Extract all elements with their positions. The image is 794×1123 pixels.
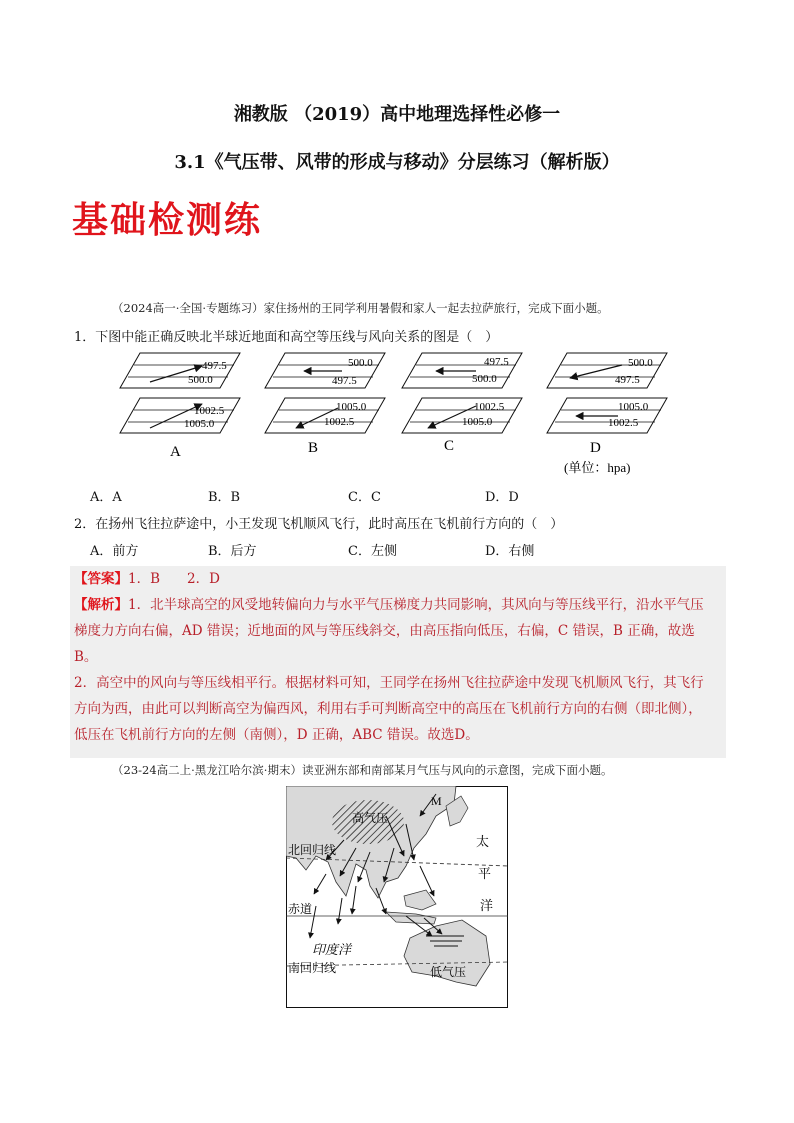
tropic-of-capricorn-label: 南回归线 <box>288 961 337 975</box>
diagram-b-upper-1: 500.0 <box>348 357 373 369</box>
diagram-b <box>265 353 385 456</box>
diagram-a-lower-1: 1002.5 <box>194 405 225 417</box>
tropic-of-cancer-label: 北回归线 <box>288 843 337 857</box>
diagram-b-label: B <box>308 440 319 456</box>
diagram-c-upper-2: 500.0 <box>472 373 497 385</box>
diagram-b-lower-2: 1002.5 <box>324 416 355 428</box>
answer-box <box>70 566 726 758</box>
diagram-a-label: A <box>170 444 181 460</box>
diagram-c-label: C <box>444 438 455 454</box>
pacific-label-1: 太 <box>476 834 490 849</box>
answer-text: 1．B 2．D <box>128 571 220 587</box>
q2-option-d: D．右侧 <box>485 544 535 559</box>
pacific-label-2: 平 <box>478 866 492 881</box>
asia-pressure-map <box>286 786 508 1008</box>
diagram-d-upper-2: 497.5 <box>615 374 640 386</box>
q1-option-d: D．D <box>485 490 519 505</box>
diagram-d-upper-1: 500.0 <box>628 357 653 369</box>
q1-option-c: C．C <box>348 490 381 505</box>
diagram-c-lower-1: 1002.5 <box>474 401 505 413</box>
q1-option-a: A．A <box>90 490 122 505</box>
answer-line <box>70 566 726 592</box>
analysis-p2-l3: 低压在飞机前行方向的左侧（南侧），D 正确，ABC 错误。故选D。 <box>74 727 479 743</box>
analysis-tag: 【解析】 <box>74 597 128 613</box>
diagram-a-upper-1: 497.5 <box>202 360 227 372</box>
diagram-a-lower-2: 1005.0 <box>184 418 215 430</box>
diagram-a-upper-2: 500.0 <box>188 374 213 386</box>
analysis-p2-l1: 2．高空中的风向与等压线相平行。根据材料可知，王同学在扬州飞往拉萨途中发现飞机顺风飞行，其飞行 <box>74 675 704 691</box>
diagram-d <box>547 353 667 475</box>
pacific-label-3: 洋 <box>480 898 494 913</box>
diagram-c-lower-2: 1005.0 <box>462 416 493 428</box>
isobar-diagrams <box>110 348 690 480</box>
q2-option-c: C．左侧 <box>348 544 397 559</box>
analysis-p1-l2: 梯度力方向右偏，AD 错误；近地面的风与等压线斜交，由高压指向低压，右偏，C 错误，B 正确，故选 <box>74 623 695 639</box>
indian-ocean-label: 印度洋 <box>312 942 352 957</box>
diagram-b-upper-2: 497.5 <box>332 375 357 387</box>
diagram-d-lower-2: 1002.5 <box>608 417 639 429</box>
low-pressure-label: 低气压 <box>430 965 467 979</box>
equator-label: 赤道 <box>288 902 313 916</box>
document-title: 湘教版 （2019）高中地理选择性必修一 <box>233 104 561 125</box>
q1-option-b: B．B <box>208 490 241 505</box>
question-1-stem: 1．下图中能正确反映北半球近地面和高空等压线与风向关系的图是（ ） <box>74 330 499 345</box>
document-subtitle: 3.1《气压带、风带的形成与移动》分层练习（解析版） <box>174 152 620 173</box>
point-m-label: M <box>431 794 442 808</box>
section-title: 基础检测练 <box>72 199 263 241</box>
analysis-p1-l3: B。 <box>74 649 98 665</box>
diagram-d-lower-1: 1005.0 <box>618 401 649 413</box>
diagram-c-upper-1: 497.5 <box>484 356 509 368</box>
high-pressure-label: 高气压 <box>352 811 389 825</box>
diagram-b-lower-1: 1005.0 <box>336 401 367 413</box>
analysis-p2-l2: 方向为西，由此可以判断高空为偏西风，利用右手可判断高空中的高压在飞机前行方向的右侧（即北侧）， <box>74 701 702 717</box>
q2-option-b: B．后方 <box>208 544 257 559</box>
analysis-line-1 <box>70 592 726 618</box>
question-2-stem: 2．在扬州飞往拉萨途中，小王发现飞机顺风飞行，此时高压在飞机前行方向的（ ） <box>74 517 564 532</box>
group2-intro: （23-24高二上·黑龙江哈尔滨·期末）读亚洲东部和南部某月气压与风向的示意图，完成下面小题。 <box>112 763 613 777</box>
unit-label: (单位：hpa) <box>564 460 631 475</box>
group1-intro: （2024高一·全国·专题练习）家住扬州的王同学利用暑假和家人一起去拉萨旅行，完成下面小题。 <box>112 301 609 315</box>
diagram-a <box>120 353 240 460</box>
q2-option-a: A．前方 <box>90 544 139 559</box>
answer-tag: 【答案】 <box>74 571 128 587</box>
analysis-p1-l1: 1．北半球高空的风受地转偏向力与水平气压梯度力共同影响，其风向与等压线平行，沿水平气压 <box>128 597 704 613</box>
diagram-c <box>402 353 522 454</box>
diagram-d-label: D <box>590 440 601 456</box>
